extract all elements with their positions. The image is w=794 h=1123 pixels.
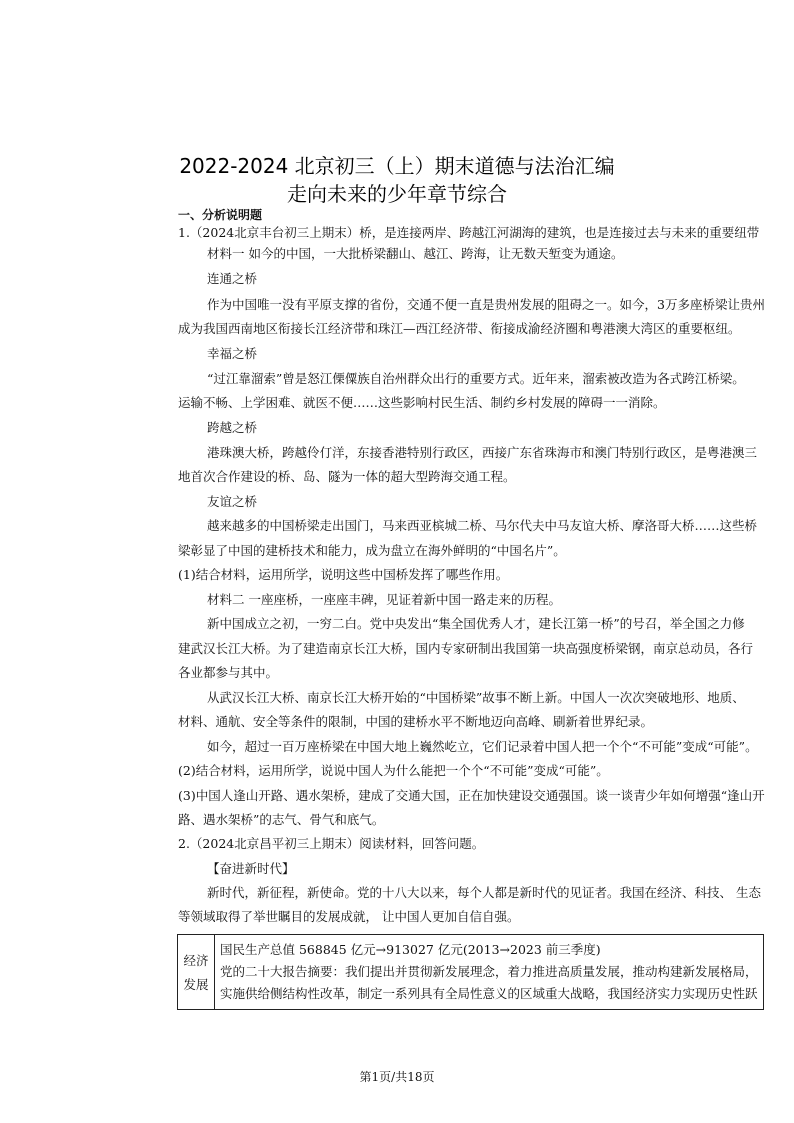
subheading-connect-bridge: 连通之桥 <box>207 271 258 286</box>
table-content-cell <box>215 935 764 1010</box>
paragraph-line: 作为中国唯一没有平原支撑的省份，交通不便一直是贵州发展的阻碍之一。如今，3万多座桥梁让贵州 <box>207 297 765 312</box>
paragraph-line: 成为我国西南地区衔接长江经济带和珠江—西江经济带、衔接成渝经济圈和粤港澳大湾区的重要枢纽。 <box>178 321 741 336</box>
document-subtitle: 走向未来的少年章节综合 <box>287 182 507 206</box>
subheading-friendship-bridge: 友谊之桥 <box>207 494 258 509</box>
paragraph-line: 路、遇水架桥”的志气、骨气和底气。 <box>178 812 385 827</box>
paragraph-line: 各业都参与其中。 <box>178 665 279 680</box>
paragraph-line: 运输不畅、上学困难、就医不便……这些影响村民生活、制约乡村发展的障碍一一消除。 <box>178 395 666 410</box>
question-1-part-2: (2)结合材料，运用所学，说说中国人为什么能把一个个“不可能”变成“可能”。 <box>178 763 609 778</box>
table-row <box>178 935 764 1010</box>
paragraph-line: 港珠澳大桥，跨越伶仃洋，东接香港特别行政区，西接广东省珠海市和澳门特别行政区，是粤港澳三 <box>207 445 758 460</box>
question-1-stem: 1.（2024北京丰台初三上期末）桥，是连接两岸、跨越江河湖海的建筑，也是连接过去与未来的重要纽带 <box>178 225 760 240</box>
table-content-line: 实施供给侧结构性改革，制定一系列具有全局性意义的区域重大战略，我国经济实力实现历史性跃 <box>220 986 758 1001</box>
paragraph-line: 新中国成立之初，一穷二白。党中央发出“集全国优秀人才，建长江第一桥”的号召，举全国之力修 <box>207 616 745 631</box>
question-1-part-3: (3)中国人逢山开路、遇水架桥，建成了交通大国，正在加快建设交通强国。谈一谈青少年如何增强“逢山开 <box>178 788 765 803</box>
subheading-happiness-bridge: 幸福之桥 <box>207 346 258 361</box>
section-bracket-heading: 【奋进新时代】 <box>207 861 295 876</box>
paragraph-line: 等领域取得了举世瞩目的发展成就， 让中国人更加自信自强。 <box>178 909 520 924</box>
material-1-intro: 材料一 如今的中国，一大批桥梁翻山、越江、跨海，让无数天堑变为通途。 <box>207 246 624 261</box>
paragraph-line: 梁彰显了中国的建桥技术和能力，成为盘立在海外鲜明的“中国名片”。 <box>178 543 566 558</box>
section-heading: 一、分析说明题 <box>178 208 263 222</box>
question-1-part-1: (1)结合材料，运用所学，说明这些中国桥发挥了哪些作用。 <box>178 567 509 582</box>
table-category-cell <box>178 935 215 1010</box>
paragraph-line: 越来越多的中国桥梁走出国门，马来西亚槟城二桥、马尔代夫中马友谊大桥、摩洛哥大桥……这些桥 <box>207 518 758 533</box>
paragraph-line: 新时代，新征程，新使命。党的十八大以来，每个人都是新时代的见证者。我国在经济、科技、 生态 <box>207 885 761 900</box>
paragraph-line: “过江靠溜索”曾是怒江傈僳族自治州群众出行的重要方式。近年来，溜索被改造为各式跨江桥梁。 <box>207 371 745 386</box>
table-content-line: 国民生产总值 568845 亿元→913027 亿元(2013→2023 前三季度) <box>220 942 601 957</box>
paragraph-line: 从武汉长江大桥、南京长江大桥开始的“中国桥梁”故事不断上新。中国人一次次突破地形、地质、 <box>207 690 745 705</box>
paragraph-line: 如今，超过一百万座桥梁在中国大地上巍然屹立，它们记录着中国人把一个个“不可能”变成“可能”。 <box>207 739 758 754</box>
document-title: 2022-2024 北京初三（上）期末道德与法治汇编 <box>179 154 615 178</box>
page-number: 第1页/共18页 <box>359 1070 435 1084</box>
subheading-crossing-bridge: 跨越之桥 <box>207 420 258 435</box>
table-content-line: 党的二十大报告摘要：我们提出并贯彻新发展理念，着力推进高质量发展，推动构建新发展格局， <box>220 964 758 979</box>
paragraph-line: 材料、通航、安全等条件的限制，中国的建桥水平不断地迈向高峰、刷新着世界纪录。 <box>178 714 654 729</box>
question-2-stem: 2.（2024北京昌平初三上期末）阅读材料，回答问题。 <box>178 836 485 851</box>
achievement-table <box>177 934 764 1010</box>
material-2-intro: 材料二 一座座桥，一座座丰碑，见证着新中国一路走来的历程。 <box>207 592 561 607</box>
category-label: 发展 <box>183 977 209 992</box>
category-label: 经济 <box>183 953 209 968</box>
paragraph-line: 建武汉长江大桥。为了建造南京长江大桥，国内专家研制出我国第一块高强度桥梁钢，南京总动员，各行 <box>178 641 754 656</box>
paragraph-line: 地首次合作建设的桥、岛、隧为一体的超大型跨海交通工程。 <box>178 469 516 484</box>
